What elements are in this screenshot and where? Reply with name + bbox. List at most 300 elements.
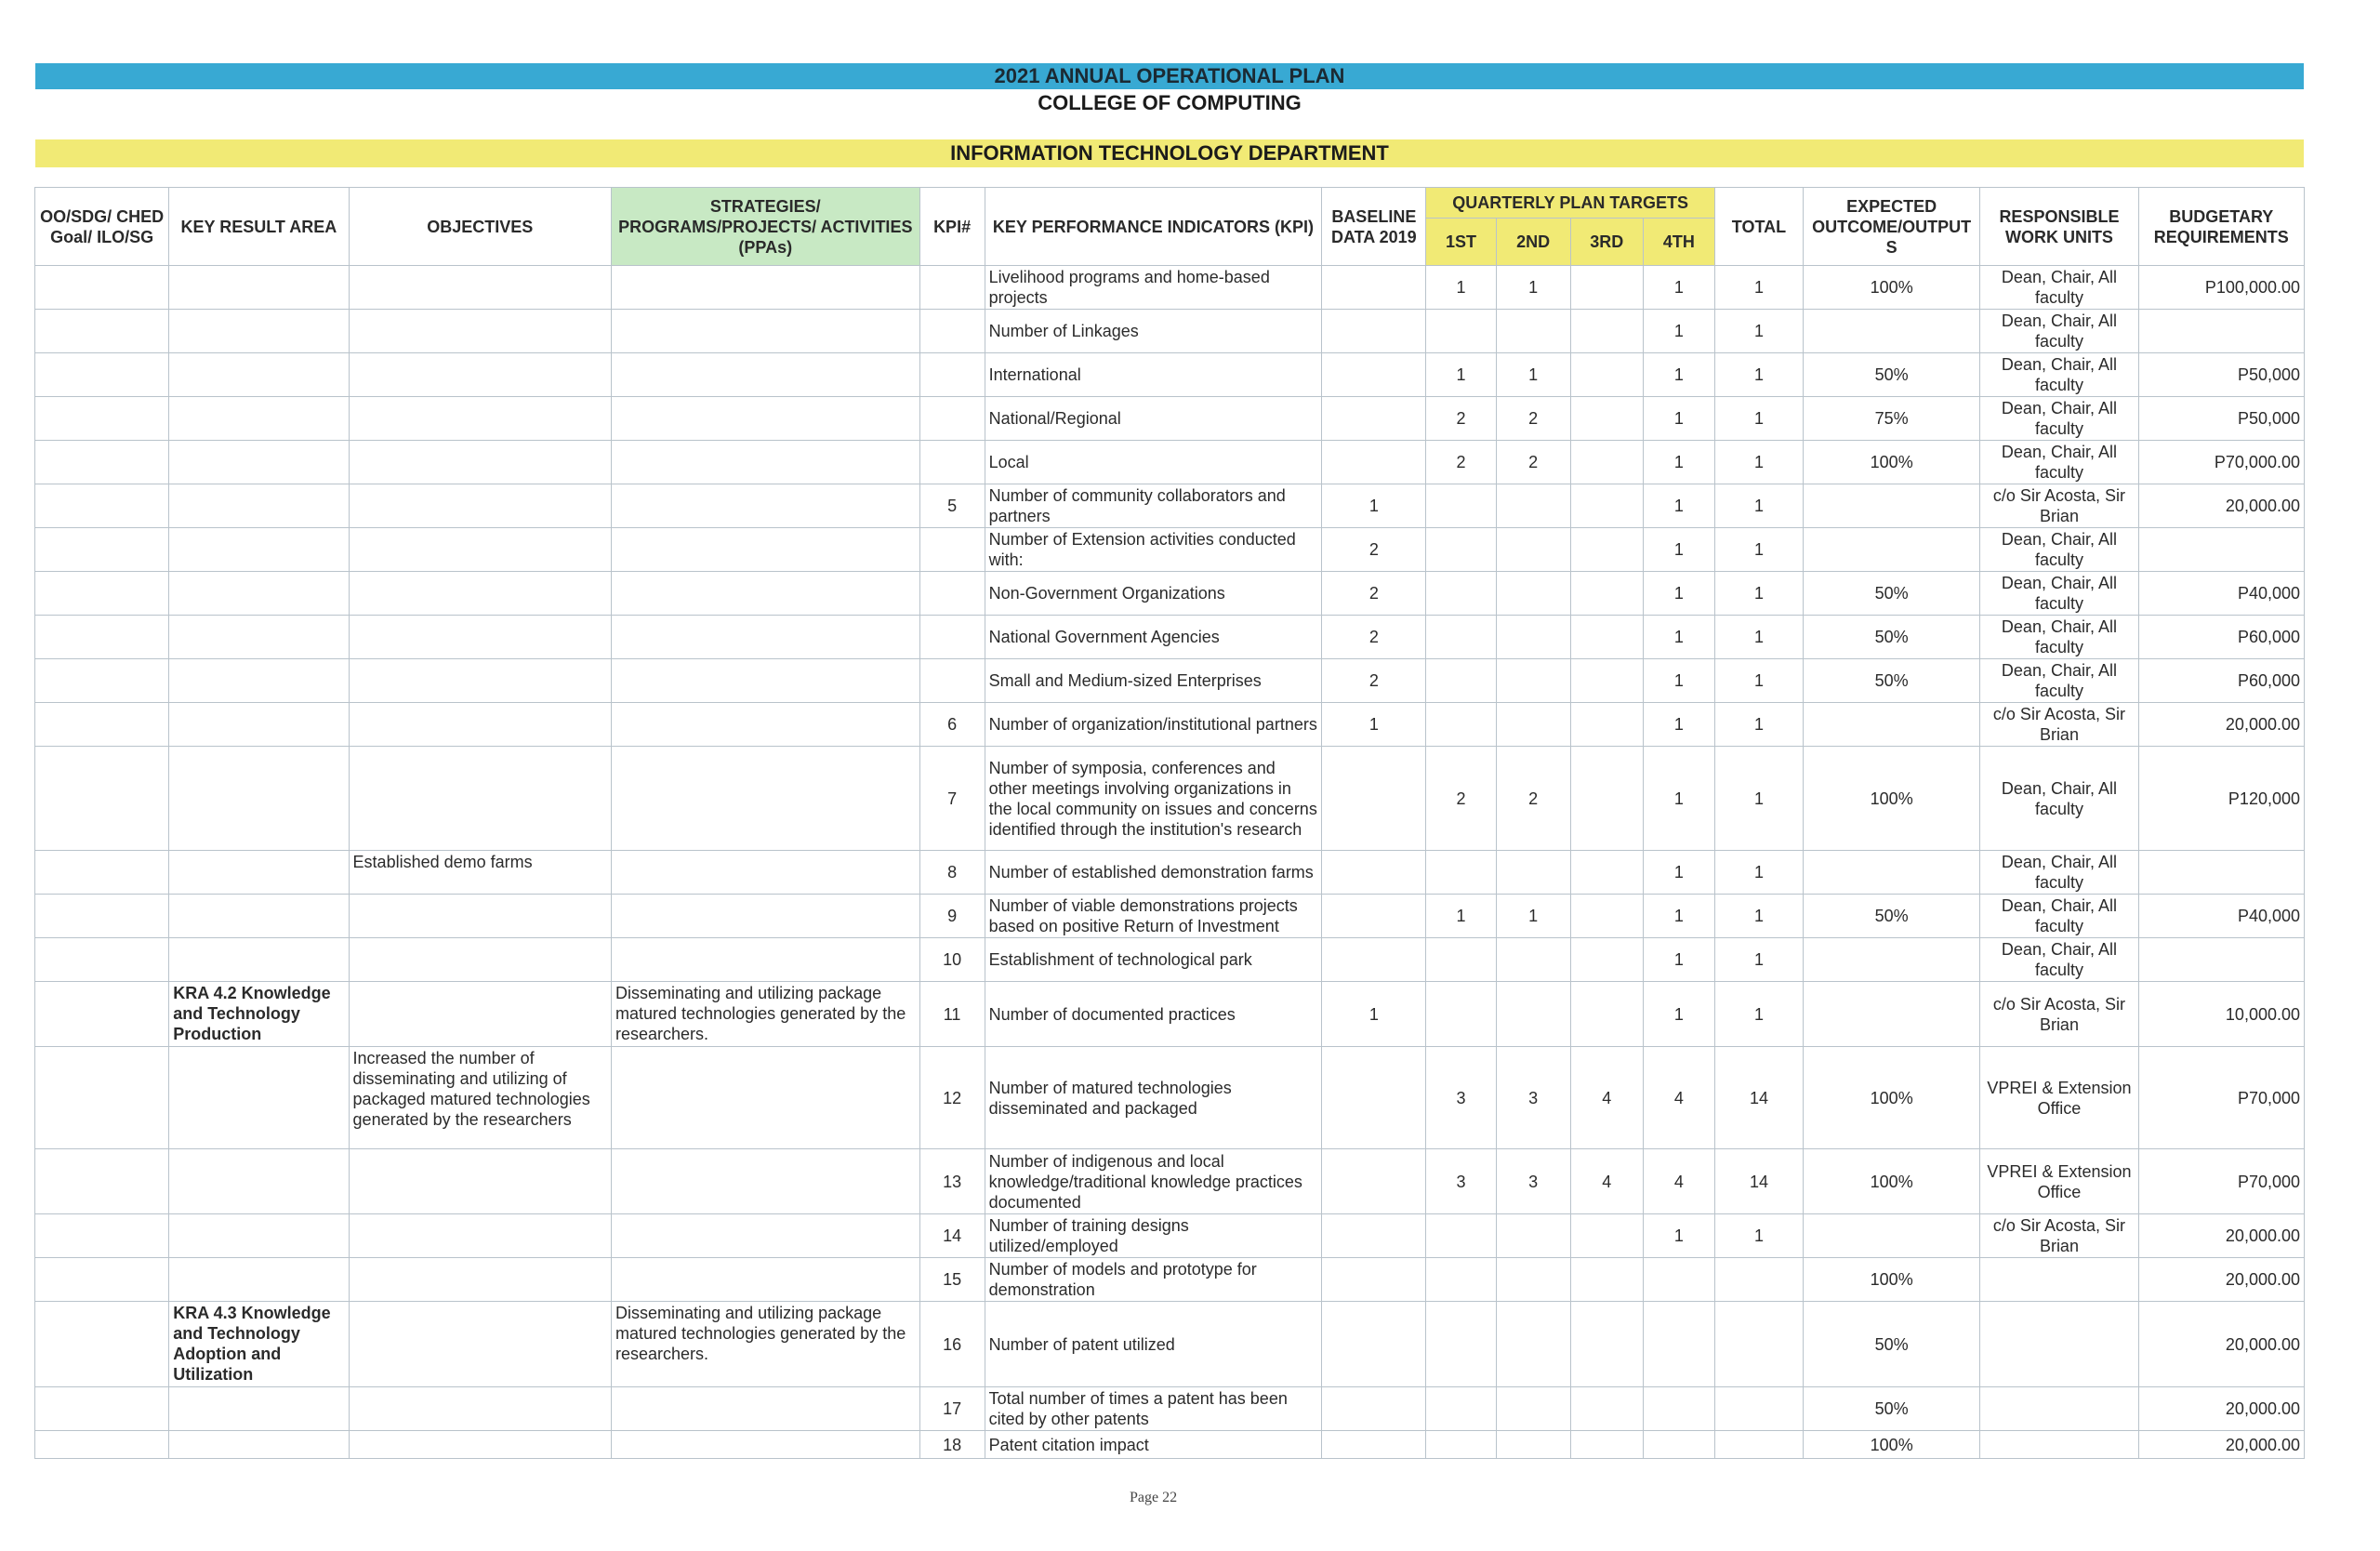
cell-budget: P70,000 (2138, 1149, 2304, 1214)
table-row (35, 659, 2305, 703)
cell-kra (169, 1047, 349, 1149)
cell-kpi: Establishment of technological park (985, 938, 1322, 982)
cell-baseline: 1 (1322, 484, 1426, 528)
cell-kra: KRA 4.3 Knowledge and Technology Adoption and Utilization (169, 1302, 349, 1387)
cell-q2 (1496, 1302, 1570, 1387)
cell-q2 (1496, 703, 1570, 747)
cell-q4: 1 (1643, 1214, 1714, 1258)
cell-kpi-number: 15 (919, 1258, 985, 1302)
cell-objective (349, 703, 611, 747)
cell-kra (169, 747, 349, 851)
cell-q2 (1496, 528, 1570, 572)
cell-q1: 1 (1426, 266, 1496, 310)
table-row (35, 528, 2305, 572)
cell-responsible: Dean, Chair, All faculty (1980, 895, 2138, 938)
cell-expected: 100% (1804, 1431, 1980, 1459)
cell-strategy: Disseminating and utilizing package matured technologies generated by the researchers. (612, 1302, 920, 1387)
cell-q3: 4 (1570, 1149, 1643, 1214)
cell-q3 (1570, 1387, 1643, 1431)
cell-responsible: c/o Sir Acosta, Sir Brian (1980, 484, 2138, 528)
cell-strategy (612, 441, 920, 484)
col-header-baseline: BASELINE DATA 2019 (1322, 188, 1426, 266)
cell-kra (169, 1258, 349, 1302)
cell-strategy (612, 851, 920, 895)
col-header-q2: 2ND (1496, 219, 1570, 266)
cell-objective (349, 747, 611, 851)
cell-q1 (1426, 572, 1496, 616)
cell-q3 (1570, 484, 1643, 528)
table-row (35, 1302, 2305, 1387)
cell-objective (349, 528, 611, 572)
cell-total: 1 (1714, 528, 1803, 572)
cell-goal (35, 747, 169, 851)
cell-kpi: Number of documented practices (985, 982, 1322, 1047)
cell-baseline (1322, 1258, 1426, 1302)
cell-kpi: Total number of times a patent has been cited by other patents (985, 1387, 1322, 1431)
cell-kpi-number: 5 (919, 484, 985, 528)
cell-goal (35, 1258, 169, 1302)
cell-budget: 20,000.00 (2138, 484, 2304, 528)
cell-kpi-number: 16 (919, 1302, 985, 1387)
cell-kpi: Number of community collaborators and partners (985, 484, 1322, 528)
cell-baseline (1322, 747, 1426, 851)
cell-q1 (1426, 1387, 1496, 1431)
cell-kra (169, 616, 349, 659)
cell-q4: 1 (1643, 353, 1714, 397)
cell-baseline: 2 (1322, 659, 1426, 703)
cell-kpi-number: 7 (919, 747, 985, 851)
college-title: COLLEGE OF COMPUTING (1038, 91, 1302, 114)
col-header-expected: EXPECTED OUTCOME/OUTPUT S (1804, 188, 1980, 266)
cell-strategy (612, 484, 920, 528)
cell-q3 (1570, 310, 1643, 353)
cell-q2: 1 (1496, 266, 1570, 310)
table-row (35, 1214, 2305, 1258)
cell-q2: 2 (1496, 441, 1570, 484)
col-header-q3: 3RD (1570, 219, 1643, 266)
cell-kpi: Patent citation impact (985, 1431, 1322, 1459)
cell-strategy (612, 895, 920, 938)
table-row (35, 1431, 2305, 1459)
cell-budget: P60,000 (2138, 616, 2304, 659)
cell-q3 (1570, 266, 1643, 310)
cell-q3 (1570, 747, 1643, 851)
cell-q1 (1426, 982, 1496, 1047)
cell-kpi: Number of matured technologies disseminated and packaged (985, 1047, 1322, 1149)
cell-q3 (1570, 938, 1643, 982)
cell-kpi: Number of Extension activities conducted with: (985, 528, 1322, 572)
cell-q2 (1496, 982, 1570, 1047)
cell-kpi: National/Regional (985, 397, 1322, 441)
cell-kpi-number (919, 353, 985, 397)
cell-q3 (1570, 1302, 1643, 1387)
cell-objective (349, 895, 611, 938)
cell-kpi-number (919, 397, 985, 441)
cell-kra (169, 703, 349, 747)
cell-strategy (612, 1214, 920, 1258)
cell-q2 (1496, 1214, 1570, 1258)
cell-goal (35, 659, 169, 703)
cell-q2: 2 (1496, 397, 1570, 441)
cell-q1 (1426, 484, 1496, 528)
cell-responsible: c/o Sir Acosta, Sir Brian (1980, 703, 2138, 747)
cell-total: 1 (1714, 851, 1803, 895)
page-number: Page 22 (1130, 1490, 1178, 1505)
col-header-kra: KEY RESULT AREA (169, 188, 349, 266)
cell-kpi-number (919, 616, 985, 659)
table-row (35, 616, 2305, 659)
cell-kra (169, 659, 349, 703)
cell-goal (35, 982, 169, 1047)
cell-q2 (1496, 659, 1570, 703)
cell-q3 (1570, 1214, 1643, 1258)
cell-strategy (612, 1431, 920, 1459)
col-header-q4: 4TH (1643, 219, 1714, 266)
cell-baseline: 1 (1322, 982, 1426, 1047)
cell-kpi-number: 11 (919, 982, 985, 1047)
cell-goal (35, 1214, 169, 1258)
cell-q3 (1570, 441, 1643, 484)
cell-budget: 20,000.00 (2138, 1387, 2304, 1431)
cell-baseline (1322, 1047, 1426, 1149)
cell-responsible: VPREI & Extension Office (1980, 1149, 2138, 1214)
department-title: INFORMATION TECHNOLOGY DEPARTMENT (950, 141, 1389, 165)
cell-q2 (1496, 938, 1570, 982)
cell-objective (349, 572, 611, 616)
cell-budget: 20,000.00 (2138, 1214, 2304, 1258)
cell-q3 (1570, 572, 1643, 616)
cell-budget: P70,000 (2138, 1047, 2304, 1149)
cell-kra (169, 353, 349, 397)
cell-objective (349, 441, 611, 484)
cell-budget: P60,000 (2138, 659, 2304, 703)
cell-total (1714, 1258, 1803, 1302)
cell-budget (2138, 528, 2304, 572)
cell-q3 (1570, 616, 1643, 659)
col-header-q1: 1ST (1426, 219, 1496, 266)
cell-q4: 1 (1643, 484, 1714, 528)
cell-q4: 1 (1643, 938, 1714, 982)
cell-expected (1804, 528, 1980, 572)
cell-kra (169, 441, 349, 484)
cell-kpi-number (919, 310, 985, 353)
cell-budget: 10,000.00 (2138, 982, 2304, 1047)
cell-baseline (1322, 441, 1426, 484)
cell-q4: 1 (1643, 659, 1714, 703)
cell-q2 (1496, 1431, 1570, 1459)
cell-kpi: Number of Linkages (985, 310, 1322, 353)
cell-total: 1 (1714, 1214, 1803, 1258)
cell-kpi: Number of training designs utilized/employed (985, 1214, 1322, 1258)
cell-q1 (1426, 1302, 1496, 1387)
cell-kra (169, 1214, 349, 1258)
cell-total: 1 (1714, 441, 1803, 484)
table-row (35, 484, 2305, 528)
cell-expected: 100% (1804, 1258, 1980, 1302)
cell-baseline (1322, 310, 1426, 353)
cell-q2 (1496, 1258, 1570, 1302)
cell-strategy (612, 397, 920, 441)
cell-q3 (1570, 703, 1643, 747)
cell-kpi: Local (985, 441, 1322, 484)
cell-goal (35, 1047, 169, 1149)
cell-q3 (1570, 851, 1643, 895)
cell-q3 (1570, 397, 1643, 441)
cell-kra (169, 266, 349, 310)
cell-baseline (1322, 1387, 1426, 1431)
cell-objective (349, 982, 611, 1047)
cell-expected: 50% (1804, 1302, 1980, 1387)
table-row (35, 397, 2305, 441)
cell-q1: 3 (1426, 1047, 1496, 1149)
cell-kpi-number: 9 (919, 895, 985, 938)
cell-q2 (1496, 572, 1570, 616)
cell-expected: 50% (1804, 353, 1980, 397)
cell-q3 (1570, 659, 1643, 703)
cell-baseline: 2 (1322, 528, 1426, 572)
cell-responsible: Dean, Chair, All faculty (1980, 397, 2138, 441)
cell-q3 (1570, 1258, 1643, 1302)
cell-kpi-number: 14 (919, 1214, 985, 1258)
cell-objective (349, 1149, 611, 1214)
cell-q2 (1496, 616, 1570, 659)
cell-kra (169, 1387, 349, 1431)
cell-objective (349, 1302, 611, 1387)
cell-kra (169, 851, 349, 895)
cell-strategy (612, 1047, 920, 1149)
cell-goal (35, 484, 169, 528)
cell-q2 (1496, 851, 1570, 895)
cell-strategy (612, 659, 920, 703)
cell-q2 (1496, 1387, 1570, 1431)
cell-expected: 100% (1804, 1047, 1980, 1149)
cell-responsible: Dean, Chair, All faculty (1980, 851, 2138, 895)
cell-strategy (612, 572, 920, 616)
cell-total: 1 (1714, 397, 1803, 441)
cell-expected: 100% (1804, 1149, 1980, 1214)
cell-total: 1 (1714, 616, 1803, 659)
cell-q1 (1426, 1214, 1496, 1258)
cell-q1 (1426, 310, 1496, 353)
col-header-kpi: KEY PERFORMANCE INDICATORS (KPI) (985, 188, 1322, 266)
cell-budget: 20,000.00 (2138, 1431, 2304, 1459)
cell-total: 1 (1714, 310, 1803, 353)
cell-q3: 4 (1570, 1047, 1643, 1149)
cell-q4: 4 (1643, 1149, 1714, 1214)
cell-q1 (1426, 659, 1496, 703)
cell-kpi: Livelihood programs and home-based projects (985, 266, 1322, 310)
cell-objective (349, 616, 611, 659)
cell-total (1714, 1302, 1803, 1387)
cell-kra (169, 484, 349, 528)
cell-objective (349, 1431, 611, 1459)
cell-expected: 50% (1804, 616, 1980, 659)
col-header-strategies: STRATEGIES/ PROGRAMS/PROJECTS/ ACTIVITIES (PPAs) (612, 188, 920, 266)
cell-goal (35, 851, 169, 895)
cell-expected: 50% (1804, 1387, 1980, 1431)
cell-q1 (1426, 703, 1496, 747)
table-row (35, 572, 2305, 616)
cell-q4: 1 (1643, 397, 1714, 441)
cell-responsible: Dean, Chair, All faculty (1980, 616, 2138, 659)
table-row (35, 353, 2305, 397)
col-header-responsible: RESPONSIBLE WORK UNITS (1980, 188, 2138, 266)
cell-baseline (1322, 938, 1426, 982)
cell-q3 (1570, 528, 1643, 572)
table-row (35, 982, 2305, 1047)
cell-q3 (1570, 895, 1643, 938)
col-header-total: TOTAL (1714, 188, 1803, 266)
cell-q4 (1643, 1387, 1714, 1431)
cell-kpi: Number of patent utilized (985, 1302, 1322, 1387)
cell-objective (349, 397, 611, 441)
table-row (35, 1387, 2305, 1431)
cell-kpi: Number of indigenous and local knowledge/traditional knowledge practices documented (985, 1149, 1322, 1214)
cell-kpi: Number of viable demonstrations projects based on positive Return of Investment (985, 895, 1322, 938)
cell-strategy (612, 353, 920, 397)
cell-objective (349, 484, 611, 528)
cell-responsible: Dean, Chair, All faculty (1980, 938, 2138, 982)
cell-total: 1 (1714, 895, 1803, 938)
cell-goal (35, 353, 169, 397)
cell-responsible (1980, 1302, 2138, 1387)
cell-total (1714, 1387, 1803, 1431)
table-row (35, 938, 2305, 982)
cell-responsible: Dean, Chair, All faculty (1980, 266, 2138, 310)
cell-strategy (612, 266, 920, 310)
cell-q3 (1570, 982, 1643, 1047)
table-row (35, 851, 2305, 895)
cell-budget: 20,000.00 (2138, 703, 2304, 747)
cell-total: 1 (1714, 982, 1803, 1047)
cell-expected: 100% (1804, 747, 1980, 851)
cell-budget: P50,000 (2138, 353, 2304, 397)
cell-kpi: Number of organization/institutional partners (985, 703, 1322, 747)
table-row (35, 895, 2305, 938)
cell-q4: 1 (1643, 747, 1714, 851)
cell-budget (2138, 310, 2304, 353)
cell-baseline (1322, 397, 1426, 441)
cell-baseline (1322, 353, 1426, 397)
cell-budget: P40,000 (2138, 895, 2304, 938)
cell-objective: Established demo farms (349, 851, 611, 895)
cell-goal (35, 397, 169, 441)
cell-strategy (612, 528, 920, 572)
cell-budget: P50,000 (2138, 397, 2304, 441)
cell-responsible: c/o Sir Acosta, Sir Brian (1980, 1214, 2138, 1258)
cell-baseline: 1 (1322, 703, 1426, 747)
cell-strategy (612, 747, 920, 851)
cell-q4: 1 (1643, 895, 1714, 938)
cell-q1 (1426, 528, 1496, 572)
cell-responsible: Dean, Chair, All faculty (1980, 528, 2138, 572)
cell-responsible: Dean, Chair, All faculty (1980, 747, 2138, 851)
cell-kpi-number: 13 (919, 1149, 985, 1214)
cell-q1: 3 (1426, 1149, 1496, 1214)
cell-responsible (1980, 1431, 2138, 1459)
cell-q1 (1426, 616, 1496, 659)
col-header-kpi-number: KPI# (919, 188, 985, 266)
cell-expected (1804, 851, 1980, 895)
cell-expected (1804, 484, 1980, 528)
cell-q4 (1643, 1302, 1714, 1387)
cell-q1 (1426, 851, 1496, 895)
cell-q4: 1 (1643, 982, 1714, 1047)
cell-total (1714, 1431, 1803, 1459)
cell-total: 1 (1714, 484, 1803, 528)
cell-kra (169, 397, 349, 441)
cell-baseline (1322, 1431, 1426, 1459)
cell-kpi: Number of models and prototype for demonstration (985, 1258, 1322, 1302)
cell-expected (1804, 703, 1980, 747)
cell-expected: 100% (1804, 441, 1980, 484)
cell-total: 14 (1714, 1149, 1803, 1214)
cell-kra (169, 938, 349, 982)
cell-objective: Increased the number of disseminating and utilizing of packaged matured technologies generated by the researchers (349, 1047, 611, 1149)
cell-kpi-number: 17 (919, 1387, 985, 1431)
table-row (35, 747, 2305, 851)
cell-goal (35, 938, 169, 982)
table-row (35, 310, 2305, 353)
cell-q1: 1 (1426, 353, 1496, 397)
cell-total: 1 (1714, 266, 1803, 310)
cell-responsible: VPREI & Extension Office (1980, 1047, 2138, 1149)
cell-goal (35, 441, 169, 484)
title-band (35, 63, 2304, 89)
cell-q4: 1 (1643, 528, 1714, 572)
cell-q2: 3 (1496, 1047, 1570, 1149)
cell-q4: 1 (1643, 703, 1714, 747)
cell-strategy (612, 616, 920, 659)
cell-objective (349, 1214, 611, 1258)
cell-goal (35, 1302, 169, 1387)
cell-expected (1804, 982, 1980, 1047)
table-row (35, 703, 2305, 747)
cell-kpi: Small and Medium-sized Enterprises (985, 659, 1322, 703)
cell-budget (2138, 851, 2304, 895)
cell-q4: 1 (1643, 572, 1714, 616)
col-header-budget: BUDGETARY REQUIREMENTS (2138, 188, 2304, 266)
cell-kpi-number: 6 (919, 703, 985, 747)
cell-q4: 1 (1643, 266, 1714, 310)
cell-responsible: Dean, Chair, All faculty (1980, 572, 2138, 616)
cell-total: 1 (1714, 353, 1803, 397)
cell-q2 (1496, 484, 1570, 528)
cell-kra (169, 528, 349, 572)
cell-q4 (1643, 1258, 1714, 1302)
cell-responsible: Dean, Chair, All faculty (1980, 441, 2138, 484)
cell-responsible: Dean, Chair, All faculty (1980, 310, 2138, 353)
cell-kpi-number: 10 (919, 938, 985, 982)
cell-kpi-number: 8 (919, 851, 985, 895)
cell-responsible: Dean, Chair, All faculty (1980, 659, 2138, 703)
operational-plan-table (34, 187, 2305, 1459)
cell-kpi-number: 12 (919, 1047, 985, 1149)
cell-q2 (1496, 310, 1570, 353)
plan-title: 2021 ANNUAL OPERATIONAL PLAN (994, 64, 1345, 87)
cell-total: 1 (1714, 572, 1803, 616)
cell-kra (169, 895, 349, 938)
cell-responsible: c/o Sir Acosta, Sir Brian (1980, 982, 2138, 1047)
cell-q4: 1 (1643, 441, 1714, 484)
cell-budget: 20,000.00 (2138, 1258, 2304, 1302)
cell-budget (2138, 938, 2304, 982)
cell-kpi: International (985, 353, 1322, 397)
cell-kpi: National Government Agencies (985, 616, 1322, 659)
cell-q1 (1426, 1258, 1496, 1302)
cell-kpi: Number of established demonstration farms (985, 851, 1322, 895)
cell-objective (349, 310, 611, 353)
